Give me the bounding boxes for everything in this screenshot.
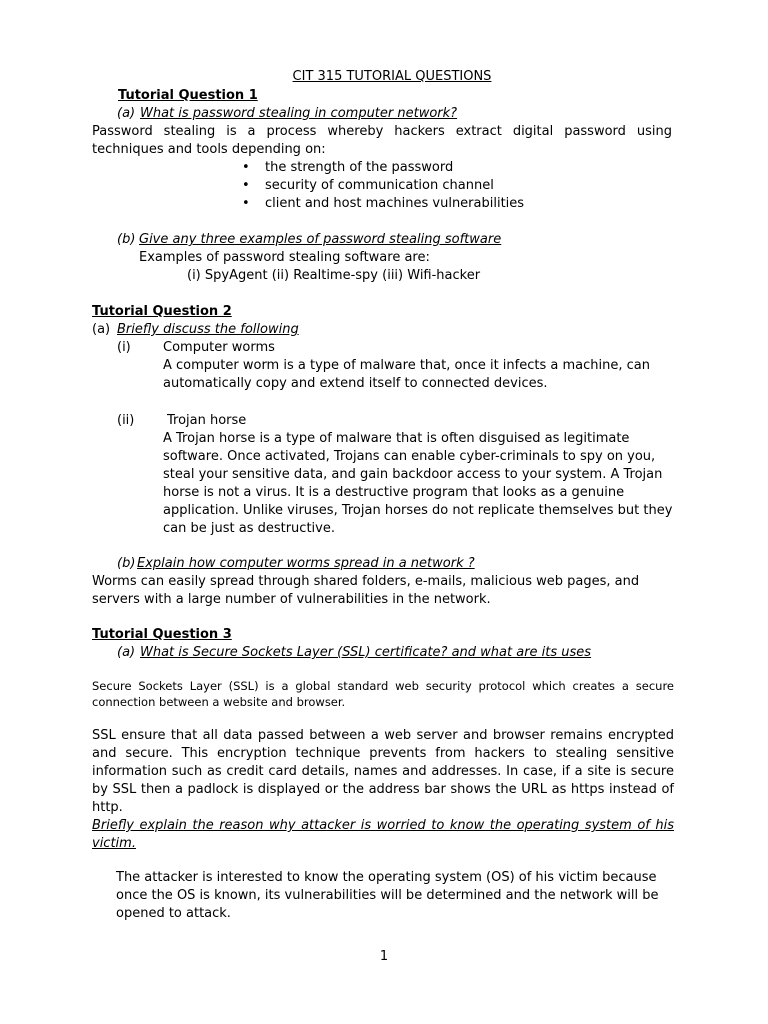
q1-a-label: (a)	[117, 106, 136, 121]
q1-b-intro: Examples of password stealing software are:	[139, 250, 430, 265]
q3-p1: Secure Sockets Layer (SSL) is a global standard web security protocol which creates a secure connection between a website and browser.	[92, 679, 674, 709]
q2-b-answer: Worms can easily spread through shared folders, e-mails, malicious web pages, and servers with a large number of vulnerabilities in the network.	[92, 574, 640, 607]
q2-ii-text: A Trojan horse is a type of malware that is often disguised as legitimate software. Once activated, Trojans can enable cyber-criminals to spy on you, steal your sensitive data, and gain backdoor access to your system. A Trojan horse is not a virus. It is a destructive program that looks as a genuine application. Unlike viruses, Trojan horses do not replicate themselves but they can be just as destructive.	[163, 431, 673, 536]
bullet-icon: •	[242, 160, 250, 175]
q2-b-question: Explain how computer worms spread in a network ?	[137, 556, 475, 571]
q3-b-question: Briefly explain the reason why attacker is worried to know the operating system of his victim.	[92, 818, 674, 851]
q1-b-label: (b)	[117, 232, 136, 247]
q3-heading: Tutorial Question 3	[92, 627, 232, 642]
q2-i-text: A computer worm is a type of malware that, once it infects a machine, can automatically copy and extend itself to connected devices.	[163, 358, 650, 391]
q2-i-label: (i)	[117, 340, 131, 355]
q2-ii-label: (ii)	[117, 413, 135, 428]
q3-b-answer: The attacker is interested to know the operating system (OS) of his victim because once the OS is known, its vulnerabilities will be determined and the network will be opened to attack.	[116, 870, 659, 921]
q2-heading: Tutorial Question 2	[92, 304, 232, 319]
q2-ii-title: Trojan horse	[167, 413, 247, 428]
q2-a-question: Briefly discuss the following	[117, 322, 299, 337]
q1-bullet-3: client and host machines vulnerabilities	[265, 196, 525, 211]
document-title: CIT 315 TUTORIAL QUESTIONS	[292, 69, 492, 84]
q1-b-list: (i) SpyAgent (ii) Realtime-spy (iii) Wifi-hacker	[187, 268, 481, 283]
q1-heading: Tutorial Question 1	[118, 88, 258, 103]
q1-b-question: Give any three examples of password stealing software	[139, 232, 502, 247]
q3-p2: SSL ensure that all data passed between a web server and browser remains encrypted and secure. This encryption technique prevents from hackers to stealing sensitive information such as credit card details, names and addresses. In case, if a site is secure by SSL then a padlock is displayed or the address bar shows the URL as https instead of http.	[92, 728, 674, 815]
page-number: 1	[379, 949, 389, 964]
q3-a-label: (a)	[117, 645, 136, 660]
bullet-icon: •	[242, 178, 250, 193]
q1-a-answer: Password stealing is a process whereby hackers extract digital password using techniques and tools depending on:	[92, 124, 672, 157]
q1-bullet-2: security of communication channel	[265, 178, 494, 193]
q1-a-question: What is password stealing in computer network?	[140, 106, 458, 121]
q1-bullet-1: the strength of the password	[265, 160, 454, 175]
q2-b-label: (b)	[117, 556, 136, 571]
q2-i-title: Computer worms	[163, 340, 275, 355]
bullet-icon: •	[242, 196, 250, 211]
q2-a-label: (a)	[92, 322, 111, 337]
q3-a-question: What is Secure Sockets Layer (SSL) certificate? and what are its uses	[140, 645, 592, 660]
